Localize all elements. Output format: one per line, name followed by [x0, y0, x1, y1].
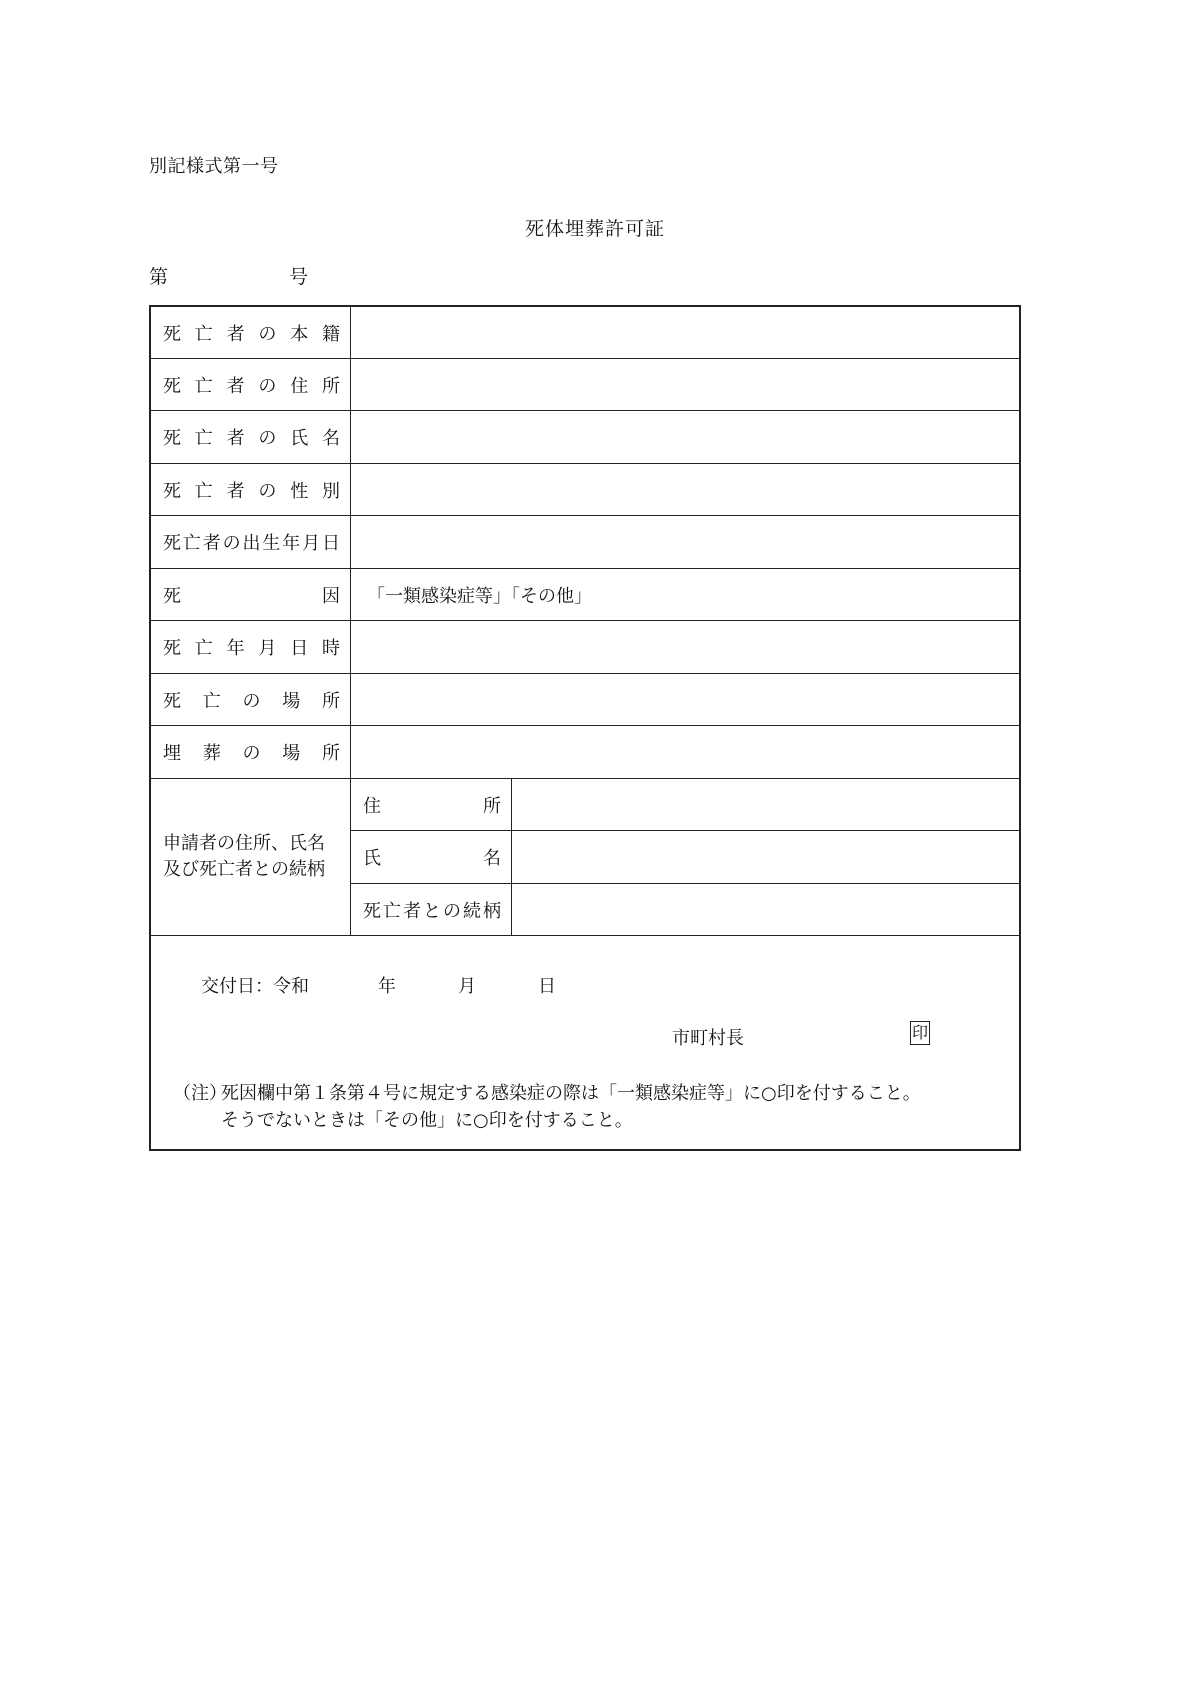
row-deceased-domicile	[151, 307, 1019, 359]
row-deceased-sex	[151, 464, 1019, 516]
row-label: 死亡者の出生年月日	[163, 533, 340, 554]
row-label: 死亡年月日時	[163, 638, 340, 659]
row-label-cell	[151, 516, 351, 568]
applicant-relation-value	[512, 884, 1019, 936]
row-value-cell	[351, 307, 1019, 358]
applicant-label-line1: 申請者の住所、氏名	[163, 833, 325, 854]
applicant-name-value	[512, 831, 1019, 883]
sub-label-cell	[351, 779, 512, 830]
cause-of-death-options: 「一類感染症等」「その他」	[367, 585, 592, 607]
issue-month-unit: 月	[458, 976, 476, 997]
row-label-cell	[151, 621, 351, 673]
footnote-mark: （注）	[173, 1083, 227, 1104]
permit-number-prefix: 第	[149, 266, 169, 288]
row-label-cell	[151, 569, 351, 620]
row-death-datetime	[151, 621, 1019, 674]
row-label: 死亡者の性別	[163, 480, 340, 502]
applicant-address-value	[512, 779, 1019, 830]
sub-label-cell	[351, 831, 512, 883]
document-title-text: 死体埋葬許可証	[524, 218, 665, 240]
row-label: 死亡の場所	[163, 690, 340, 712]
applicant-relation-row	[351, 884, 1019, 936]
footnote	[173, 1080, 921, 1134]
row-cause-of-death	[151, 569, 1019, 621]
row-label: 死亡者の氏名	[163, 428, 340, 449]
issue-footer	[151, 936, 1019, 1149]
permit-form-table	[149, 305, 1021, 1151]
mayor-label: 市町村長	[672, 1028, 744, 1049]
issue-year-unit: 年	[378, 976, 396, 997]
row-value-cell	[351, 359, 1019, 410]
applicant-section	[151, 779, 1019, 936]
row-deceased-birthdate	[151, 516, 1019, 569]
row-value-cell	[351, 516, 1019, 568]
footnote-line1	[173, 1080, 921, 1107]
row-label: 死亡者の本籍	[163, 323, 340, 345]
row-value-cell	[351, 674, 1019, 725]
row-deceased-address	[151, 359, 1019, 411]
permit-number-suffix: 号	[289, 266, 309, 288]
form-code: 別記様式第一号	[149, 156, 279, 177]
row-value-cell	[351, 621, 1019, 673]
row-label-cell	[151, 307, 351, 358]
sub-label: 氏名	[363, 848, 501, 869]
row-label-cell	[151, 411, 351, 463]
applicant-address-row	[351, 779, 1019, 831]
sub-label: 住所	[363, 795, 501, 817]
row-deceased-name	[151, 411, 1019, 464]
row-label-cell	[151, 359, 351, 410]
sub-label: 死亡者との続柄	[363, 901, 501, 922]
document-title	[149, 214, 1021, 241]
row-label-cell	[151, 674, 351, 725]
applicant-label-cell	[151, 779, 351, 935]
applicant-label-line2: 及び死亡者との続柄	[163, 859, 325, 880]
seal-mark: 印	[910, 1021, 930, 1045]
row-label: 死因	[163, 585, 340, 607]
row-value-cell	[351, 464, 1019, 515]
issue-day-unit: 日	[538, 976, 556, 997]
row-label: 死亡者の住所	[163, 375, 340, 397]
row-value-cell	[351, 726, 1019, 778]
row-value-cell	[351, 411, 1019, 463]
footnote-line2: そうでないときは「その他」に○印を付すること。	[221, 1110, 633, 1131]
row-burial-place	[151, 726, 1019, 779]
row-label: 埋葬の場所	[163, 743, 340, 764]
footnote-text1: 死因欄中第１条第４号に規定する感染症の際は「一類感染症等」に○印を付すること。	[221, 1083, 921, 1104]
applicant-name-row	[351, 831, 1019, 884]
issue-date-label: 交付日：令和	[201, 976, 309, 997]
row-label-cell	[151, 726, 351, 778]
row-label-cell	[151, 464, 351, 515]
sub-label-cell	[351, 884, 512, 936]
row-death-place	[151, 674, 1019, 726]
